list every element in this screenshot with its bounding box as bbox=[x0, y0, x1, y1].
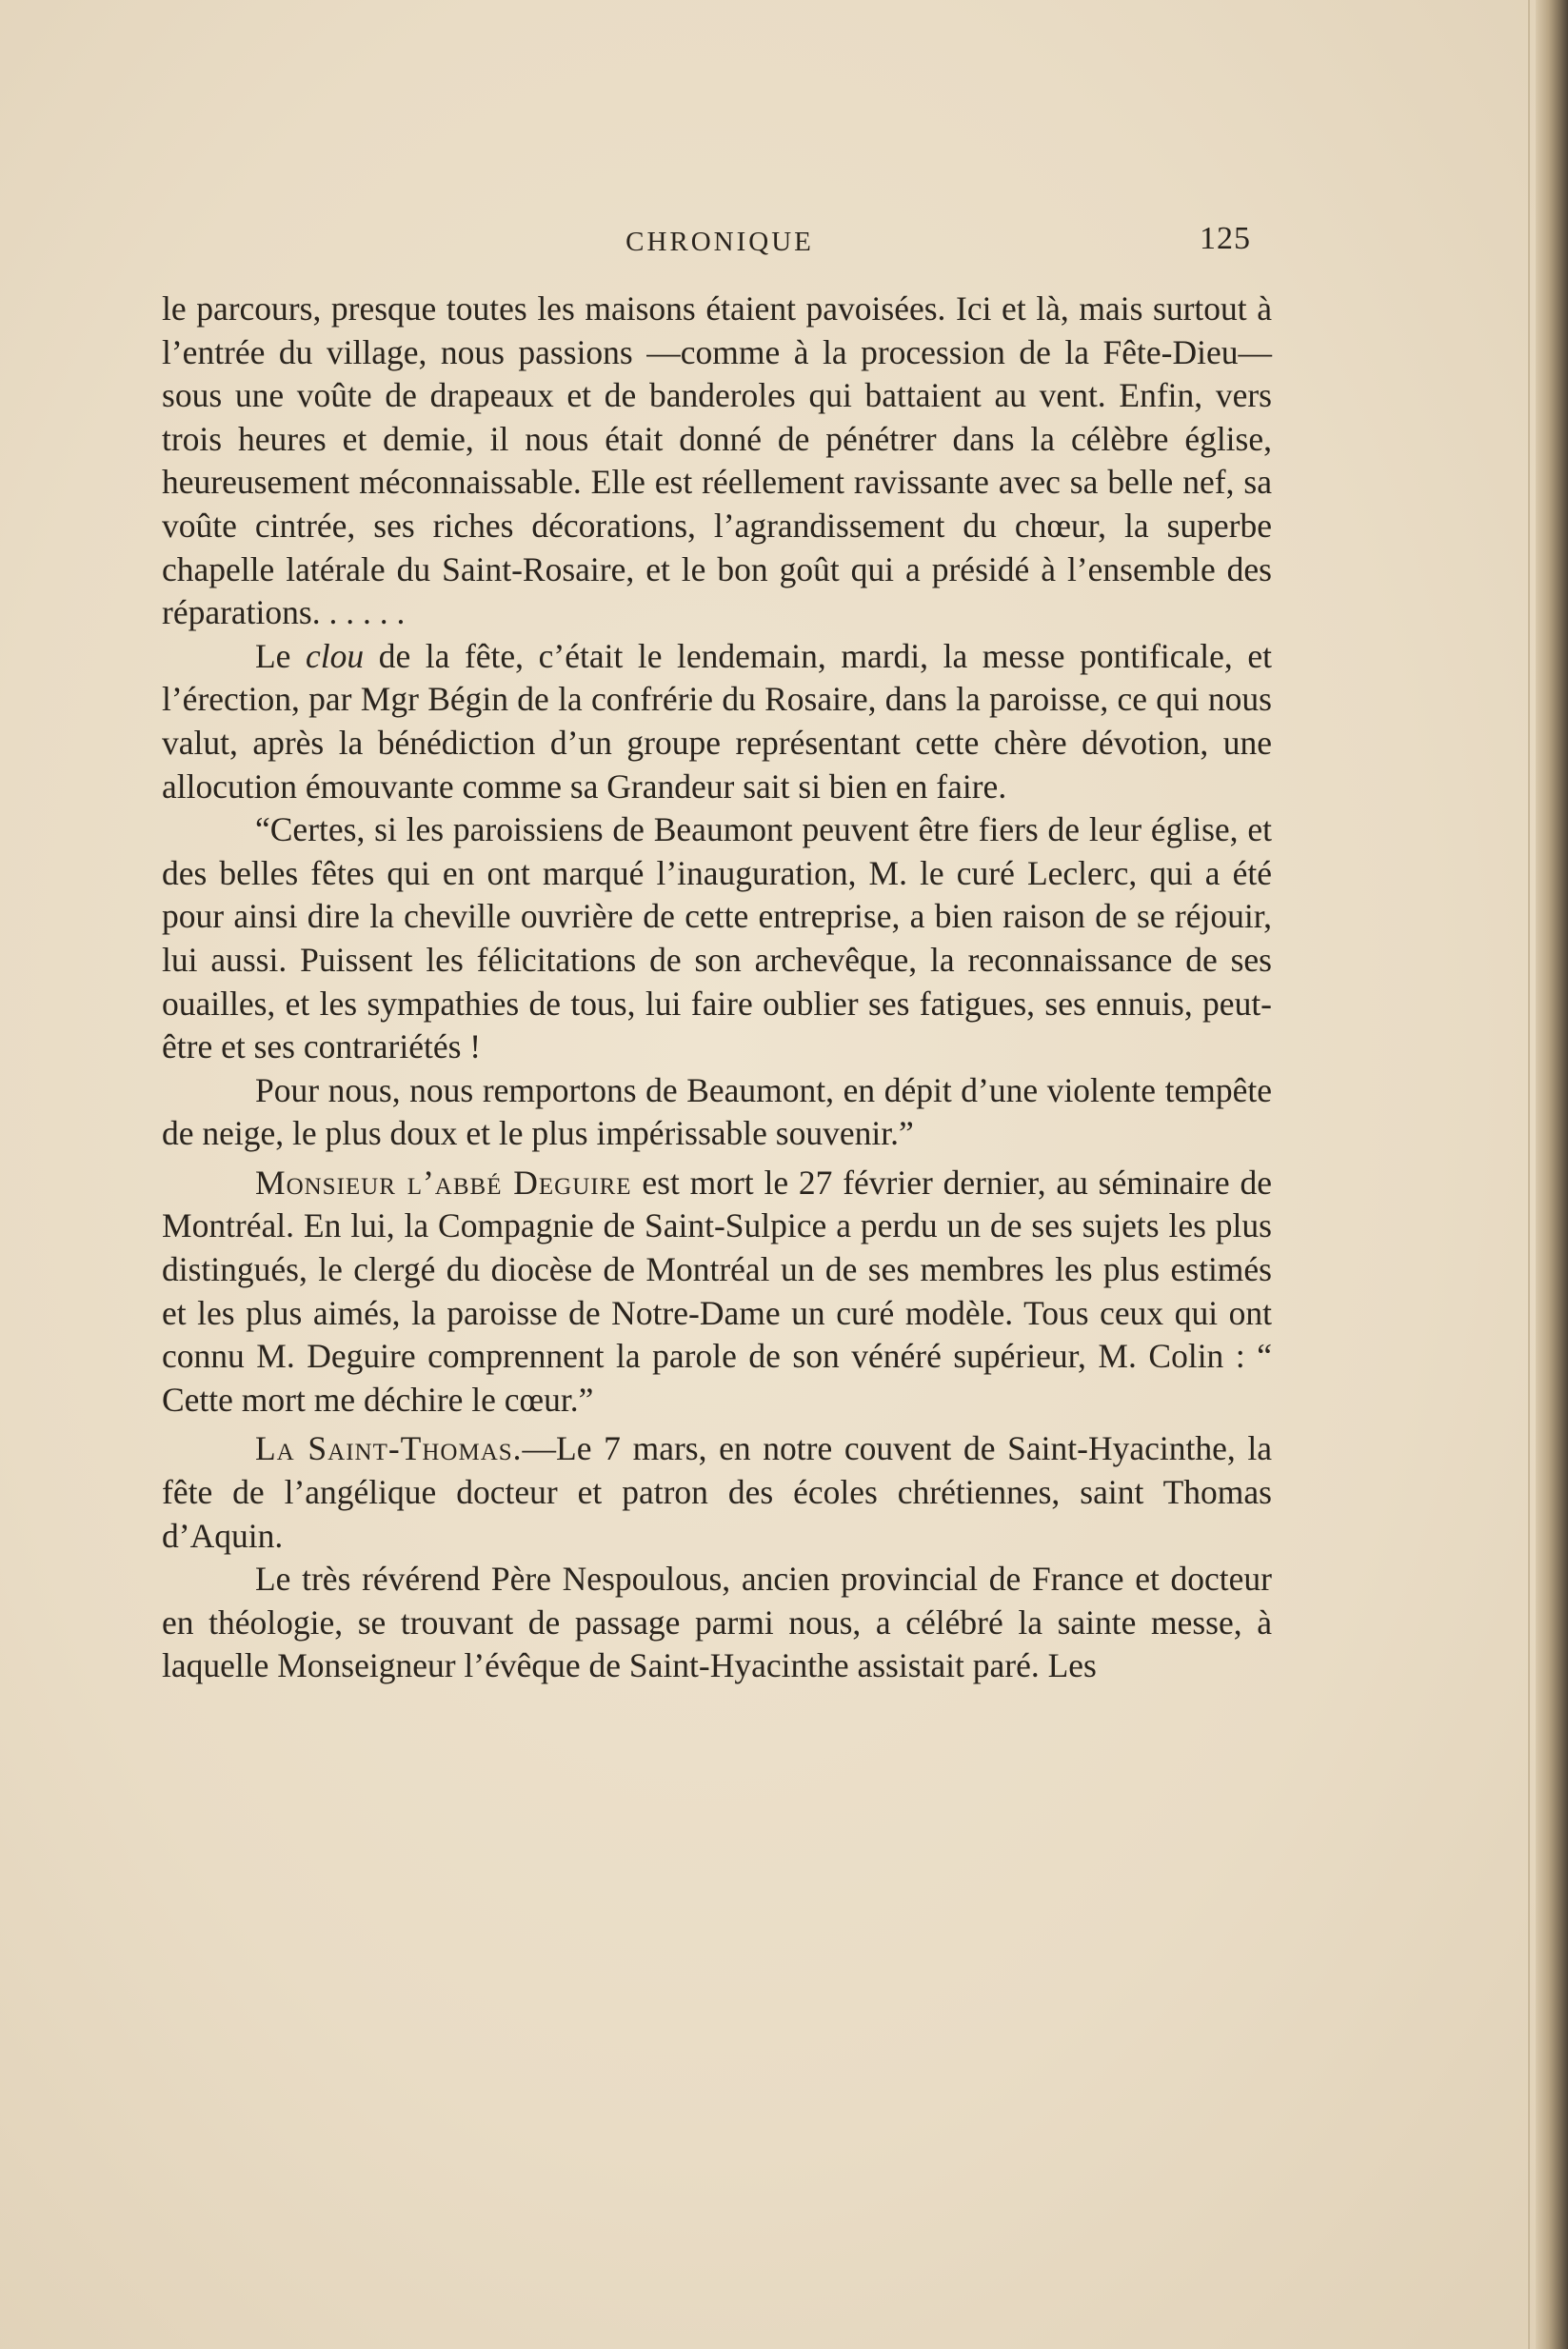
paragraph-quote-beaumont: “Certes, si les paroissiens de Beaumont peuvent être fiers de leur église, et des belles fêtes qui en ont marqué l’inauguration, M. le curé Leclerc, qui a été pour ainsi dire la cheville ouvrière de cette entreprise, a bien raison de se réjouir, lui aussi. Puissent les félicitations de son archevêque, la reconnaissance de ses ouailles, et les sympathies de tous, lui faire oublier ses fatigues, ses ennuis, peut-être et ses contrariétés ! bbox=[162, 810, 1272, 1066]
paragraph-deguire-text: est mort le 27 février dernier, au séminaire de Montréal. En lui, la Compagnie de Saint-Sulpice a perdu un de ses sujets les plus distingués, le clergé du diocèse de Montréal un de ses membres les plus estimés et les plus aimés, la paroisse de Notre-Dame un curé modèle. Tous ceux qui ont connu M. Deguire comprennent la parole de son vénéré supérieur, M. Colin : “ Cette mort me déchire le cœur.” bbox=[162, 1163, 1272, 1419]
page-number: 125 bbox=[1200, 221, 1251, 256]
paragraph-clou-start: Le bbox=[255, 636, 307, 675]
book-spine bbox=[1536, 0, 1568, 2349]
paragraph-souvenir: Pour nous, nous remportons de Beaumont, en dépit d’une violente tempête de neige, le plus doux et le plus impérissable souvenir.” bbox=[162, 1070, 1272, 1153]
paragraph-nespoulous: Le très révérend Père Nespoulous, ancien provincial de France et docteur en théologie, se trouvant de passage parmi nous, a célébré la sainte messe, à laquelle Monseigneur l’évêque de Saint-Hyacinthe assistait paré. Les bbox=[162, 1560, 1272, 1685]
running-head bbox=[162, 221, 1278, 269]
italic-word-clou: clou bbox=[306, 636, 365, 675]
paragraph-saint-thomas bbox=[162, 1427, 1272, 1558]
section-lead-saint-thomas: La Saint-Thomas. bbox=[255, 1429, 523, 1468]
header-title: CHRONIQUE bbox=[625, 227, 814, 257]
paragraph-clou-rest: de la fête, c’était le lendemain, mardi, la messe pontificale, et l’érection, par Mgr Bégin de la confrérie du Rosaire, dans la paroisse, ce qui nous valut, après la bénédiction d’un groupe représentant cette chère dévotion, une allocution émouvante comme sa Grandeur sait si bien en faire. bbox=[162, 636, 1272, 806]
body-text bbox=[162, 288, 1272, 1688]
paragraph-deguire bbox=[162, 1162, 1272, 1423]
paragraph-continuation: le parcours, presque toutes les maisons étaient pavoisées. Ici et là, mais surtout à l’entrée du village, nous passions —comme à la procession de la Fête-Dieu—sous une voûte de drapeaux et de banderoles qui battaient au vent. Enfin, vers trois heures et demie, il nous était donné de pénétrer dans la célèbre église, heureusement méconnaissable. Elle est réellement ravissante avec sa belle nef, sa voûte cintrée, ses riches décorations, l’agrandissement du chœur, la superbe chapelle latérale du Saint-Rosaire, et le bon goût qui a présidé à l’ensemble des réparations. . . . . . bbox=[162, 289, 1272, 632]
page-edge-line bbox=[1528, 0, 1530, 2349]
paragraph-clou bbox=[162, 635, 1272, 808]
paragraph-saint-thomas-text: —Le 7 mars, en notre couvent de Saint-Hyacinthe, la fête de l’angélique docteur et patron des écoles chrétiennes, saint Thomas d’Aquin. bbox=[162, 1429, 1272, 1555]
section-lead-deguire: Monsieur l’abbé Deguire bbox=[255, 1163, 632, 1202]
